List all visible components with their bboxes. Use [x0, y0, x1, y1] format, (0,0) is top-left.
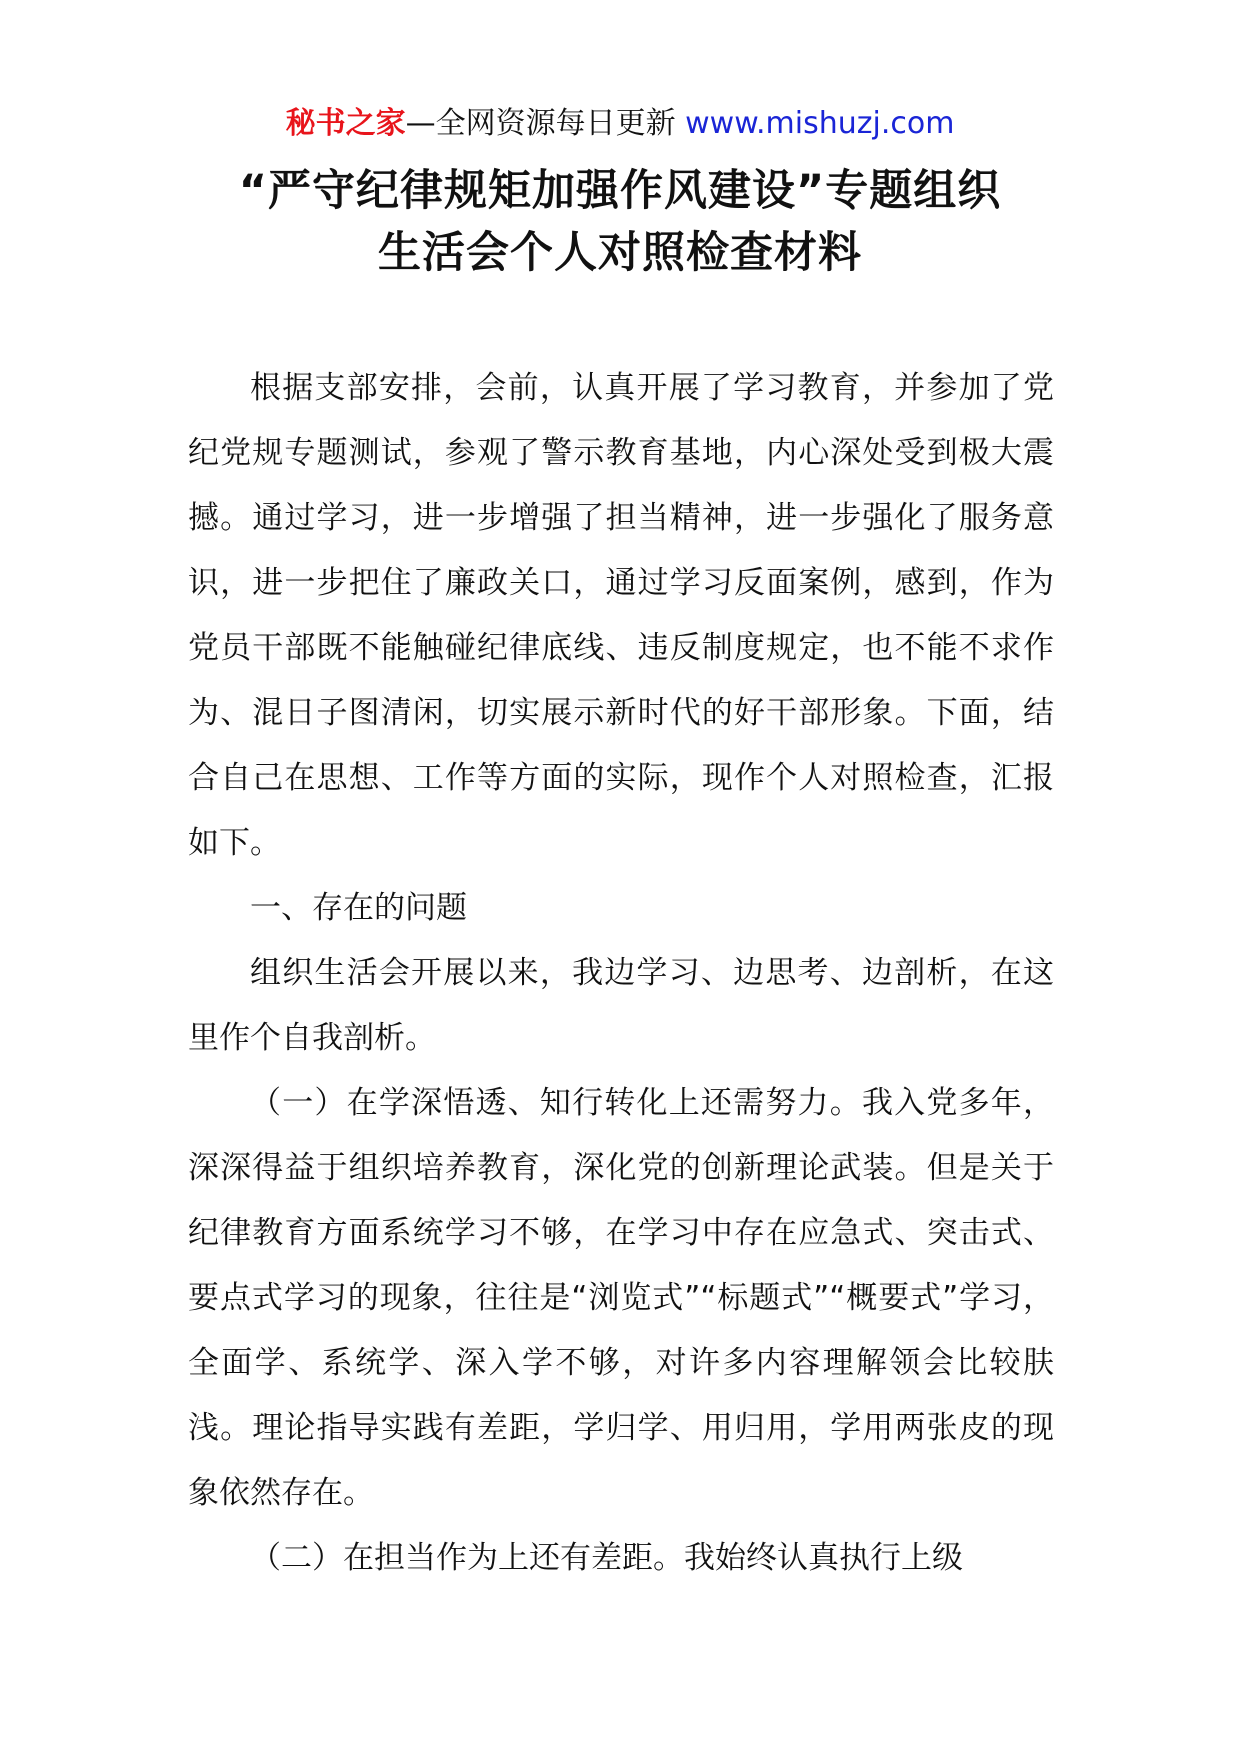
section-heading-problems: 一、存在的问题 [250, 890, 467, 926]
site-url-link[interactable]: www.mishuzj.com [685, 106, 955, 141]
title-line-1: “严守纪律规矩加强作风建设”专题组织 [238, 166, 1002, 216]
document-title [0, 160, 1240, 284]
brand-name: 秘书之家 [285, 106, 406, 141]
document-body [188, 356, 1054, 1591]
header-tagline: —全网资源每日更新 [405, 106, 686, 141]
paragraph-item-2: （二）在担当作为上还有差距。我始终认真执行上级 [250, 1540, 963, 1576]
title-line-2: 生活会个人对照检查材料 [378, 228, 862, 278]
header-banner [0, 104, 1240, 144]
paragraph-self-analysis: 组织生活会开展以来，我边学习、边思考、边剖析，在这里作个自我剖析。 [188, 955, 1054, 1056]
paragraph-item-1: （一）在学深悟透、知行转化上还需努力。我入党多年，深深得益于组织培养教育，深化党的创新理论武装。但是关于纪律教育方面系统学习不够，在学习中存在应急式、突击式、要点式学习的现象，往往是“浏览式”“标题式”“概要式”学习，全面学、系统学、深入学不够，对许多内容理解领会比较肤浅。理论指导实践有差距，学归学、用归用，学用两张皮的现象依然存在。 [188, 1085, 1054, 1511]
paragraph-intro: 根据支部安排，会前，认真开展了学习教育，并参加了党纪党规专题测试，参观了警示教育基地，内心深处受到极大震撼。通过学习，进一步增强了担当精神，进一步强化了服务意识，进一步把住了廉政关口，通过学习反面案例，感到，作为党员干部既不能触碰纪律底线、违反制度规定，也不能不求作为、混日子图清闲，切实展示新时代的好干部形象。下面，结合自己在思想、工作等方面的实际，现作个人对照检查，汇报如下。 [188, 370, 1054, 861]
